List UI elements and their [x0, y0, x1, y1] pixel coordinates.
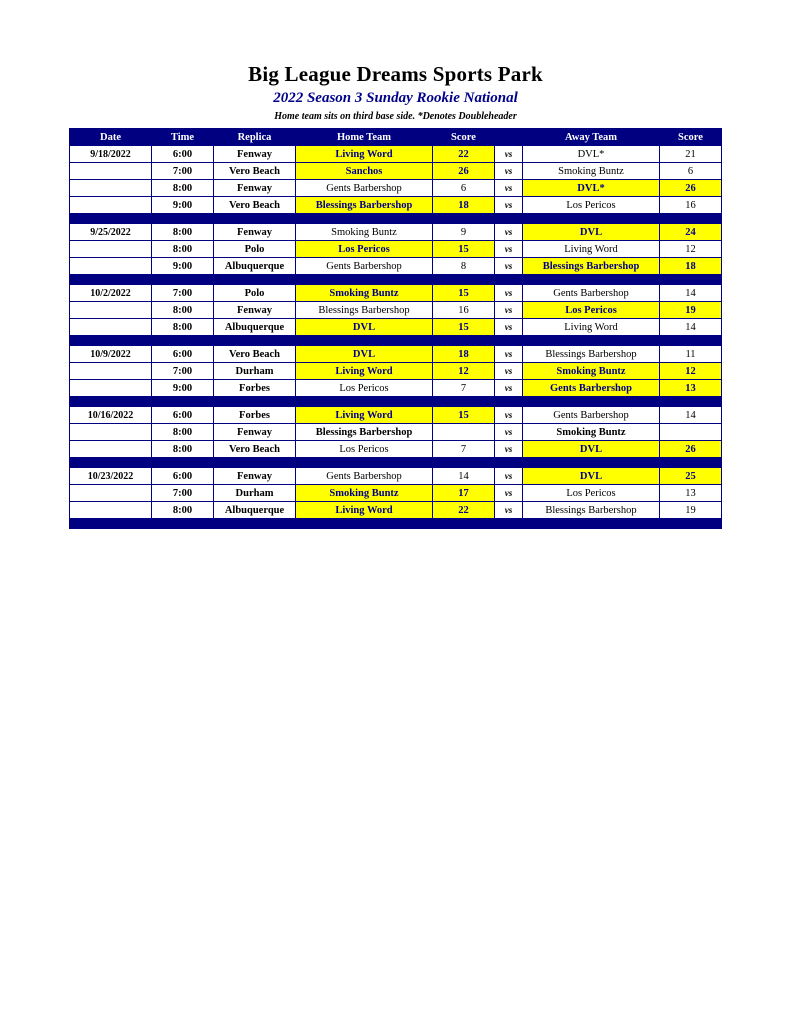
table-row — [70, 285, 722, 302]
cell-date — [70, 258, 152, 275]
cell-away: Smoking Buntz — [523, 363, 660, 380]
cell-date — [70, 241, 152, 258]
spacer-cell — [70, 214, 722, 224]
cell-away_score: 14 — [660, 407, 722, 424]
cell-vs: vs — [495, 241, 523, 258]
cell-replica: Fenway — [214, 424, 296, 441]
cell-date — [70, 180, 152, 197]
cell-away: Gents Barbershop — [523, 285, 660, 302]
cell-vs: vs — [495, 346, 523, 363]
cell-home: Living Word — [296, 146, 433, 163]
cell-home_score — [433, 424, 495, 441]
cell-home: Gents Barbershop — [296, 180, 433, 197]
table-spacer-row — [70, 214, 722, 224]
cell-time: 9:00 — [152, 258, 214, 275]
cell-away: DVL — [523, 468, 660, 485]
cell-time: 8:00 — [152, 502, 214, 519]
cell-date: 9/25/2022 — [70, 224, 152, 241]
table-spacer-row — [70, 397, 722, 407]
cell-vs: vs — [495, 285, 523, 302]
cell-date: 9/18/2022 — [70, 146, 152, 163]
cell-away_score: 12 — [660, 363, 722, 380]
cell-date — [70, 380, 152, 397]
cell-replica: Durham — [214, 485, 296, 502]
cell-time: 9:00 — [152, 197, 214, 214]
cell-away: Blessings Barbershop — [523, 258, 660, 275]
cell-home_score: 15 — [433, 241, 495, 258]
cell-away_score: 26 — [660, 180, 722, 197]
cell-away: DVL — [523, 224, 660, 241]
schedule-table — [69, 128, 722, 529]
cell-home: DVL — [296, 319, 433, 336]
cell-vs: vs — [495, 424, 523, 441]
cell-time: 8:00 — [152, 302, 214, 319]
cell-away: Los Pericos — [523, 302, 660, 319]
cell-date — [70, 319, 152, 336]
cell-away: DVL* — [523, 146, 660, 163]
cell-time: 8:00 — [152, 319, 214, 336]
spacer-cell — [70, 397, 722, 407]
cell-away: DVL — [523, 441, 660, 458]
page-subtitle: 2022 Season 3 Sunday Rookie National — [273, 90, 518, 106]
cell-home: Blessings Barbershop — [296, 197, 433, 214]
cell-time: 7:00 — [152, 363, 214, 380]
table-spacer-row — [70, 458, 722, 468]
cell-away: Living Word — [523, 319, 660, 336]
spacer-cell — [70, 458, 722, 468]
table-spacer-row — [70, 275, 722, 285]
table-row — [70, 468, 722, 485]
cell-home_score: 16 — [433, 302, 495, 319]
cell-home_score: 18 — [433, 346, 495, 363]
table-row — [70, 224, 722, 241]
table-row — [70, 241, 722, 258]
cell-replica: Fenway — [214, 180, 296, 197]
table-body — [70, 146, 722, 529]
cell-replica: Forbes — [214, 380, 296, 397]
column-header-home-score: Score — [433, 129, 495, 146]
cell-time: 6:00 — [152, 468, 214, 485]
page-title: Big League Dreams Sports Park — [248, 62, 543, 86]
cell-replica: Vero Beach — [214, 163, 296, 180]
cell-home_score: 14 — [433, 468, 495, 485]
cell-home: Los Pericos — [296, 441, 433, 458]
cell-away: Gents Barbershop — [523, 407, 660, 424]
cell-replica: Forbes — [214, 407, 296, 424]
cell-date: 10/2/2022 — [70, 285, 152, 302]
cell-home_score: 22 — [433, 502, 495, 519]
cell-vs: vs — [495, 380, 523, 397]
cell-date — [70, 302, 152, 319]
cell-time: 6:00 — [152, 346, 214, 363]
column-header-time: Time — [152, 129, 214, 146]
cell-home: Living Word — [296, 502, 433, 519]
cell-away: DVL* — [523, 180, 660, 197]
cell-home: Blessings Barbershop — [296, 424, 433, 441]
cell-away_score: 19 — [660, 302, 722, 319]
table-row — [70, 197, 722, 214]
cell-vs: vs — [495, 502, 523, 519]
spacer-cell — [70, 275, 722, 285]
document-header — [0, 0, 791, 122]
column-header-away-score: Score — [660, 129, 722, 146]
cell-away_score: 13 — [660, 485, 722, 502]
cell-home: Los Pericos — [296, 241, 433, 258]
cell-away_score: 11 — [660, 346, 722, 363]
cell-home: Gents Barbershop — [296, 258, 433, 275]
column-header-replica: Replica — [214, 129, 296, 146]
cell-home_score: 15 — [433, 319, 495, 336]
cell-away_score: 16 — [660, 197, 722, 214]
cell-vs: vs — [495, 407, 523, 424]
table-row — [70, 441, 722, 458]
cell-time: 8:00 — [152, 424, 214, 441]
cell-time: 8:00 — [152, 180, 214, 197]
cell-vs: vs — [495, 441, 523, 458]
cell-vs: vs — [495, 319, 523, 336]
cell-time: 9:00 — [152, 380, 214, 397]
cell-home: Sanchos — [296, 163, 433, 180]
cell-home_score: 26 — [433, 163, 495, 180]
cell-replica: Fenway — [214, 224, 296, 241]
cell-vs: vs — [495, 363, 523, 380]
cell-away_score: 24 — [660, 224, 722, 241]
cell-home_score: 17 — [433, 485, 495, 502]
cell-date — [70, 197, 152, 214]
cell-replica: Vero Beach — [214, 441, 296, 458]
cell-date — [70, 163, 152, 180]
cell-time: 7:00 — [152, 163, 214, 180]
cell-home_score: 7 — [433, 441, 495, 458]
cell-away_score: 6 — [660, 163, 722, 180]
cell-away_score: 21 — [660, 146, 722, 163]
column-header-home-team: Home Team — [296, 129, 433, 146]
table-row — [70, 302, 722, 319]
cell-vs: vs — [495, 302, 523, 319]
table-row — [70, 502, 722, 519]
table-spacer-row — [70, 519, 722, 529]
cell-date — [70, 485, 152, 502]
cell-home_score: 15 — [433, 407, 495, 424]
table-row — [70, 363, 722, 380]
cell-date: 10/23/2022 — [70, 468, 152, 485]
table-header — [70, 129, 722, 146]
table-row — [70, 346, 722, 363]
cell-vs: vs — [495, 163, 523, 180]
cell-home_score: 12 — [433, 363, 495, 380]
cell-away_score — [660, 424, 722, 441]
cell-replica: Polo — [214, 285, 296, 302]
table-spacer-row — [70, 336, 722, 346]
cell-date: 10/9/2022 — [70, 346, 152, 363]
column-header-date: Date — [70, 129, 152, 146]
cell-home: Smoking Buntz — [296, 224, 433, 241]
cell-away: Los Pericos — [523, 197, 660, 214]
cell-away_score: 25 — [660, 468, 722, 485]
cell-home_score: 15 — [433, 285, 495, 302]
cell-home_score: 6 — [433, 180, 495, 197]
cell-vs: vs — [495, 180, 523, 197]
cell-replica: Vero Beach — [214, 197, 296, 214]
cell-away: Smoking Buntz — [523, 424, 660, 441]
cell-away_score: 12 — [660, 241, 722, 258]
cell-vs: vs — [495, 224, 523, 241]
cell-time: 7:00 — [152, 485, 214, 502]
cell-away: Blessings Barbershop — [523, 502, 660, 519]
cell-time: 6:00 — [152, 146, 214, 163]
cell-away_score: 14 — [660, 319, 722, 336]
table-row — [70, 163, 722, 180]
cell-away: Blessings Barbershop — [523, 346, 660, 363]
cell-time: 6:00 — [152, 407, 214, 424]
cell-home: Living Word — [296, 407, 433, 424]
table-row — [70, 407, 722, 424]
spacer-cell — [70, 519, 722, 529]
cell-home: Smoking Buntz — [296, 285, 433, 302]
cell-replica: Durham — [214, 363, 296, 380]
cell-home_score: 18 — [433, 197, 495, 214]
table-row — [70, 319, 722, 336]
table-row — [70, 380, 722, 397]
cell-away_score: 14 — [660, 285, 722, 302]
cell-date — [70, 363, 152, 380]
cell-replica: Albuquerque — [214, 502, 296, 519]
cell-home_score: 9 — [433, 224, 495, 241]
cell-home_score: 7 — [433, 380, 495, 397]
cell-away_score: 26 — [660, 441, 722, 458]
table-row — [70, 180, 722, 197]
cell-vs: vs — [495, 258, 523, 275]
cell-home: Living Word — [296, 363, 433, 380]
cell-vs: vs — [495, 468, 523, 485]
cell-time: 8:00 — [152, 441, 214, 458]
cell-home_score: 8 — [433, 258, 495, 275]
cell-home: Gents Barbershop — [296, 468, 433, 485]
cell-away: Los Pericos — [523, 485, 660, 502]
cell-away_score: 19 — [660, 502, 722, 519]
cell-date — [70, 424, 152, 441]
cell-replica: Fenway — [214, 146, 296, 163]
cell-time: 8:00 — [152, 241, 214, 258]
cell-time: 7:00 — [152, 285, 214, 302]
cell-vs: vs — [495, 146, 523, 163]
cell-home: Smoking Buntz — [296, 485, 433, 502]
cell-away_score: 13 — [660, 380, 722, 397]
cell-away: Living Word — [523, 241, 660, 258]
cell-home: DVL — [296, 346, 433, 363]
cell-replica: Albuquerque — [214, 319, 296, 336]
cell-away_score: 18 — [660, 258, 722, 275]
cell-date — [70, 502, 152, 519]
table-row — [70, 146, 722, 163]
cell-replica: Albuquerque — [214, 258, 296, 275]
table-row — [70, 424, 722, 441]
cell-replica: Polo — [214, 241, 296, 258]
table-header-row — [70, 129, 722, 146]
page-note: Home team sits on third base side. *Denotes Doubleheader — [274, 111, 517, 122]
cell-replica: Fenway — [214, 302, 296, 319]
cell-home: Blessings Barbershop — [296, 302, 433, 319]
column-header-away-team: Away Team — [523, 129, 660, 146]
cell-home: Los Pericos — [296, 380, 433, 397]
table-row — [70, 485, 722, 502]
table-row — [70, 258, 722, 275]
column-header-vs — [495, 129, 523, 146]
spacer-cell — [70, 336, 722, 346]
cell-replica: Vero Beach — [214, 346, 296, 363]
cell-away: Smoking Buntz — [523, 163, 660, 180]
cell-date — [70, 441, 152, 458]
cell-vs: vs — [495, 197, 523, 214]
cell-time: 8:00 — [152, 224, 214, 241]
cell-vs: vs — [495, 485, 523, 502]
cell-away: Gents Barbershop — [523, 380, 660, 397]
cell-replica: Fenway — [214, 468, 296, 485]
cell-date: 10/16/2022 — [70, 407, 152, 424]
cell-home_score: 22 — [433, 146, 495, 163]
